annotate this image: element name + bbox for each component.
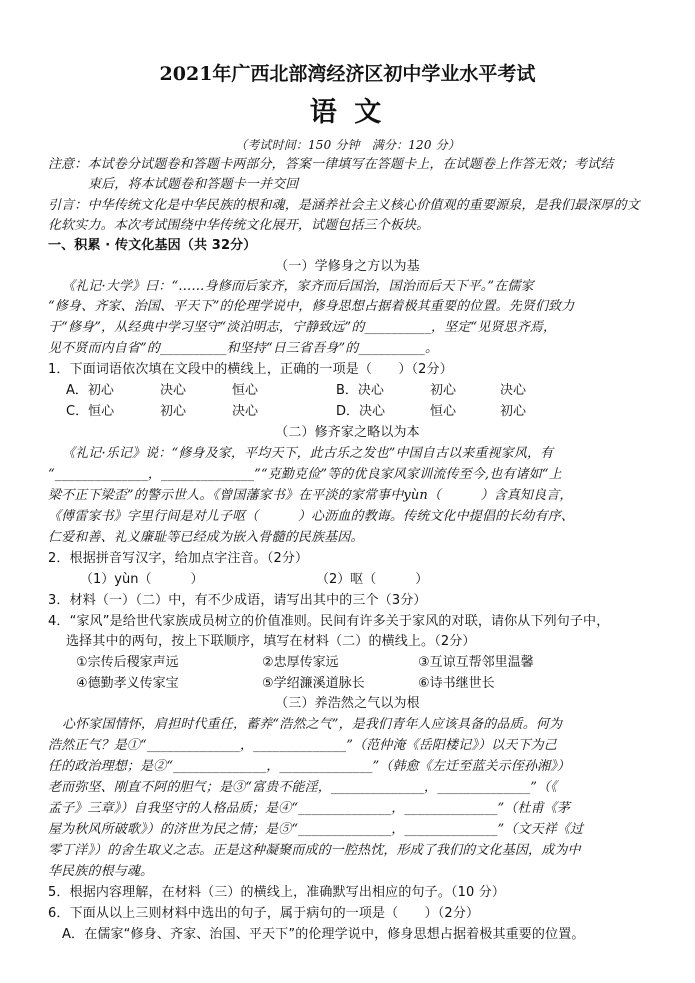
option-word: 初心 — [500, 404, 527, 419]
option-label: B．决心 — [336, 383, 384, 398]
option-label: D．决心 — [336, 404, 386, 419]
question-2-item-1: （1）yùn（ ） — [80, 572, 204, 587]
option-word: 恒心 — [232, 383, 259, 398]
section-1-heading: 一、积累 · 传文化基因（共 32分） — [48, 238, 257, 253]
question-2-item-2: （2）呕（ ） — [316, 572, 429, 587]
paragraph-line: 仁爱和善、礼义廉耻等已经成为嵌入骨髓的民族基因。 — [48, 530, 364, 545]
paragraph-line: 屋为秋风所破歌》）的济世为民之情；是⑤“______________，______________”（文天祥《过 — [48, 822, 584, 837]
couplet-choice: ②忠厚传家远 — [262, 655, 339, 670]
question-6-option-a: A．在儒家“修身、齐家、治国、平天下”的伦理学说中，修身思想占据着极其重要的位置。 — [62, 927, 585, 942]
option-word: 决心 — [160, 383, 187, 398]
part-1-heading: （一）学修身之方以为基 — [275, 259, 420, 274]
paragraph-line: 《礼记·乐记》说：“修身及家，平均天下，此古乐之发也”中国自古以来重视家风，有 — [62, 446, 554, 461]
option-word: 初心 — [430, 383, 457, 398]
question-2-stem: 2．根据拼音写汉字，给加点字注音。（2分） — [48, 551, 309, 566]
paragraph-line: 孟子》三章》）自我坚守的人格品质；是④“______________，______________”（杜甫《茅 — [48, 801, 571, 816]
subject-title: 语 文 — [309, 97, 386, 128]
intro-line-1: 引言：中华传统文化是中华民族的根和魂，是涵养社会主义核心价值观的重要源泉，是我们最深厚的文 — [48, 198, 640, 213]
paragraph-line: “修身、齐家、治国、平天下”的伦理学说中，修身思想占据着极其重要的位置。先贤们致力 — [48, 299, 575, 314]
question-4-line-1: 4．“家风”是给世代家族成员树立的价值准则。民间有许多关于家风的对联，请你从下列句子中， — [48, 614, 610, 629]
option-word: 决心 — [500, 383, 527, 398]
paragraph-line: 零丁洋》）的舍生取义之志。正是这种凝聚而成的一腔热忱，形成了我们的文化基因，成为中 — [48, 843, 581, 858]
couplet-choice: ④德勤孝义传家宝 — [76, 676, 179, 691]
question-3-stem: 3．材料（一）（二）中，有不少成语，请写出其中的三个（3分） — [48, 593, 427, 608]
part-3-heading: （三）养浩然之气以为根 — [275, 696, 420, 711]
option-label: A．初心 — [66, 383, 114, 398]
question-1-stem: 1．下面词语依次填在文段中的横线上，正确的一项是（ ）（2分） — [48, 362, 453, 377]
couplet-choice: ⑥诗书继世长 — [418, 676, 495, 691]
couplet-choice: ③互谅互帮邻里温馨 — [418, 655, 534, 670]
paragraph-line: “______________，______________”“克勤克俭”等的优良家风家训流传至今,也有诸如“上 — [48, 467, 562, 482]
paragraph-line: 老而弥坚、刚直不阿的胆气；是③“富贵不能淫，______________，______________”（《 — [48, 780, 557, 795]
paragraph-line: 心怀家国情怀，肩担时代重任，蓄养“浩然之气”，是我们青年人应该具备的品质。何为 — [62, 717, 563, 732]
option-word: 恒心 — [430, 404, 457, 419]
paragraph-line: 于“修身”，从经典中学习坚守“淡泊明志，宁静致远”的__________，坚定“见贤思齐焉， — [48, 320, 557, 335]
paragraph-line: 《礼记·大学》曰：“……身修而后家齐，家齐而后国治，国治而后天下平。”在儒家 — [62, 279, 534, 294]
part-2-heading: （二）修齐家之略以为本 — [275, 425, 420, 440]
option-word: 初心 — [160, 404, 187, 419]
couplet-choice: ⑤学绍濂溪道脉长 — [262, 676, 365, 691]
paragraph-line: 浩然正气？是①“______________，______________”（范仲淹《岳阳楼记》）以天下为己 — [48, 738, 557, 753]
paragraph-line: 华民族的根与魂。 — [48, 864, 154, 879]
question-6-stem: 6．下面从以上三则材料中选出的句子，属于病句的一项是（ ）（2分） — [48, 906, 480, 921]
exam-info: （考试时间：150 分钟 满分：120 分） — [235, 138, 460, 152]
paragraph-line: 见不贤而内自省”的__________和坚持“日三省吾身”的__________。 — [48, 341, 439, 356]
option-label: C．恒心 — [66, 404, 115, 419]
paragraph-line: 任的政治理想；是②“______________，______________”（韩愈《左迁至蓝关示侄孙湘》） — [48, 759, 571, 774]
notice-line-2: 束后，将本试题卷和答题卡一并交回 — [88, 177, 299, 192]
question-4-line-2: 选择其中的两句，按上下联顺序，填写在材料（二）的横线上。（2分） — [66, 634, 476, 649]
paragraph-line: 《傅雷家书》字里行间是对儿子呕（ ）心沥血的教诲。传统文化中提倡的长幼有序、 — [48, 509, 575, 524]
exam-title: 2021年广西北部湾经济区初中学业水平考试 — [159, 63, 536, 85]
intro-line-2: 化软实力。本次考试围绕中华传统文化展开，试题包括三个板块。 — [48, 218, 430, 233]
option-word: 决心 — [232, 404, 259, 419]
question-5-stem: 5．根据内容理解，在材料（三）的横线上，准确默写出相应的句子。（10 分） — [48, 885, 505, 900]
couplet-choice: ①宗传后稷家声远 — [76, 655, 179, 670]
notice-line-1: 注意：本试卷分试题卷和答题卡两部分，答案一律填写在答题卡上，在试题卷上作答无效；考试结 — [48, 157, 614, 172]
paragraph-line: 梁不正下梁歪”的警示世人。《曾国藩家书》在平淡的家常事中yùn（ ）含真知良言， — [48, 488, 573, 503]
